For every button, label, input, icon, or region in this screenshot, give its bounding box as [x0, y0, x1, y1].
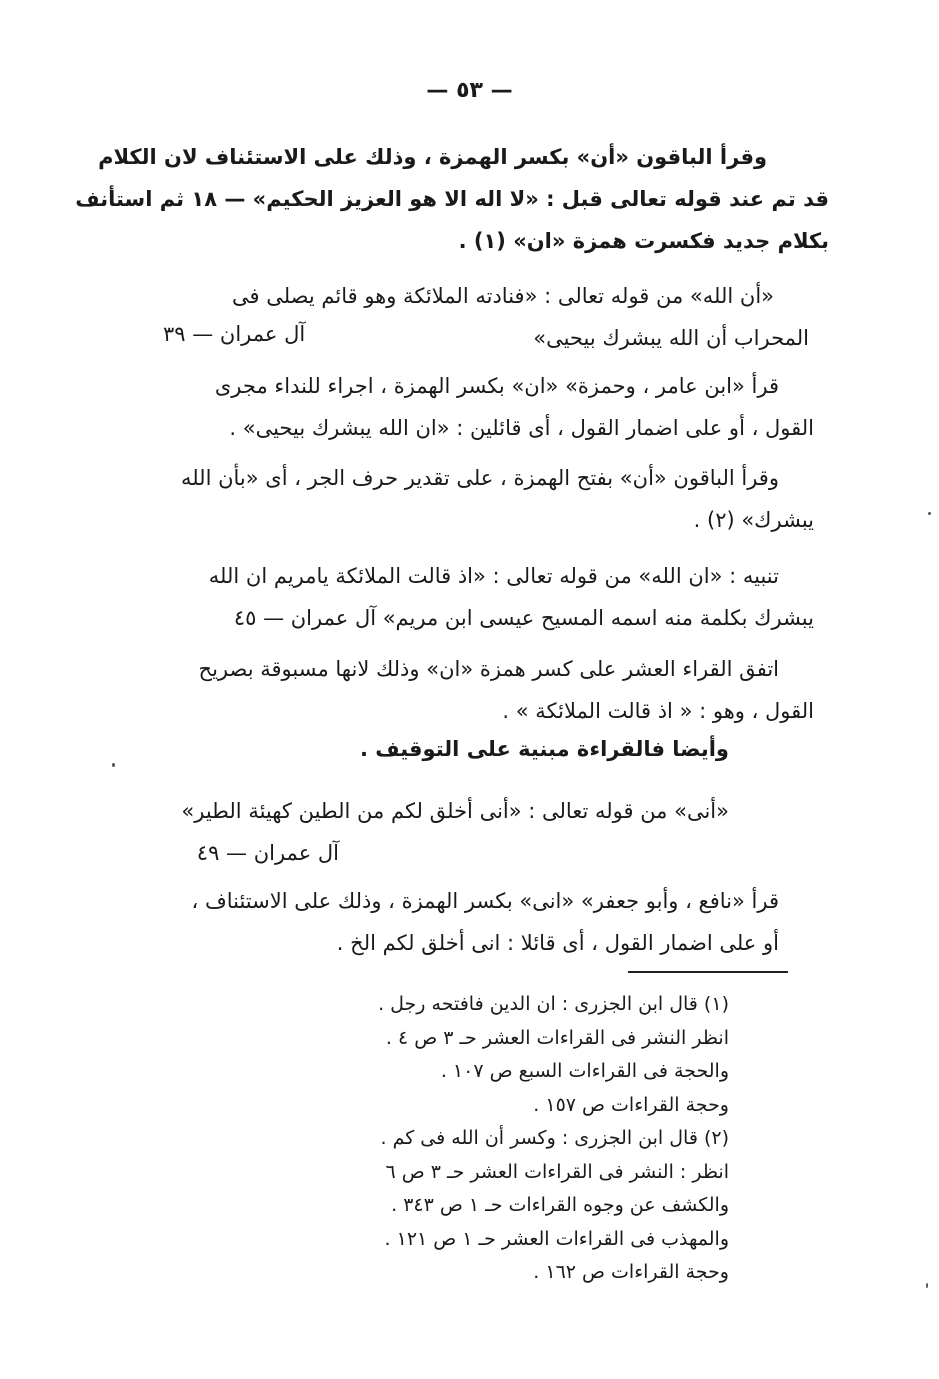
- text-line: القول ، وهو : « اذ قالت الملائكة » .: [502, 699, 814, 723]
- text-line: قرأ «ابن عامر ، وحمزة» «ان» بكسر الهمزة ، اجراء للنداء مجرى: [214, 374, 779, 398]
- footnote-line: والمهذب فى القراءات العشر حـ ١ ص ١٢١ .: [384, 1227, 729, 1250]
- footnote-line: والكشف عن وجوه القراءات حـ ١ ص ٣٤٣ .: [391, 1194, 729, 1216]
- text-line: القول ، أو على اضمار القول ، أى قائلين : «ان الله يبشرك بيحيى» .: [229, 416, 814, 440]
- scan-speck: [112, 763, 115, 767]
- text-line: يبشرك» (٢) .: [693, 508, 814, 532]
- footnote-separator: [628, 971, 788, 973]
- paragraph-9: [109, 880, 779, 964]
- paragraph-5: [109, 555, 814, 639]
- footnote-line: والحجة فى القراءات السبع ص ١٠٧ .: [440, 1060, 729, 1082]
- paragraph-2: [109, 275, 809, 359]
- text-line: تنبيه : «ان الله» من قوله تعالى : «اذ قالت الملائكة يامريم ان الله: [208, 564, 779, 588]
- text-line: يبشرك بكلمة منه اسمه المسيح عيسى ابن مريم» آل عمران — ٤٥: [233, 606, 814, 630]
- text-line: اتفق القراء العشر على كسر همزة «ان» وذلك لانها مسبوقة بصريح: [198, 657, 779, 681]
- paragraph-4: [109, 457, 814, 541]
- scan-speck: [928, 512, 931, 515]
- footnote-line: (١) قال ابن الجزرى : ان الدين فافتحه رجل .: [378, 993, 729, 1015]
- text-line: المحراب أن الله يبشرك بيحيى»: [533, 326, 809, 350]
- text-line: «أنى» من قوله تعالى : «أنى أخلق لكم من الطين كهيئة الطير»: [181, 799, 729, 823]
- footnote-line: وحجة القراءات ص ١٦٢ .: [533, 1261, 729, 1283]
- paragraph-1: [75, 136, 829, 262]
- text-line: قد تم عند قوله تعالى قبل : «لا اله الا هو العزيز الحكيم» — ١٨ ثم استأنف: [75, 187, 829, 211]
- text-line: «أن الله» من قوله تعالى : «فنادته الملائكة وهو قائم يصلى فى: [231, 284, 774, 308]
- verse-reference: آل عمران — ٣٩: [163, 322, 306, 346]
- text-line: وقرأ الباقون «أن» بكسر الهمزة ، وذلك على الاستئناف لان الكلام: [98, 145, 767, 169]
- text-line: وأيضا فالقراءة مبنية على التوقيف .: [359, 737, 729, 761]
- text-line: آل عمران — ٤٩: [196, 841, 339, 865]
- text-line: أو على اضمار القول ، أى قائلا : انى أخلق لكم الخ .: [336, 931, 779, 955]
- paragraph-8: [129, 790, 729, 874]
- footnote-line: انظر : النشر فى القراءات العشر حـ ٣ ص ٦: [385, 1160, 729, 1183]
- footnote-line: انظر النشر فى القراءات العشر حـ ٣ ص ٤ .: [385, 1026, 729, 1049]
- paragraph-7: [229, 728, 729, 770]
- footnote-line: وحجة القراءات ص ١٥٧ .: [533, 1093, 729, 1116]
- text-line: قرأ «نافع ، وأبو جعفر» «انى» بكسر الهمزة ، وذلك على الاستئناف ،: [191, 889, 779, 913]
- text-line: وقرأ الباقون «أن» بفتح الهمزة ، على تقدير حرف الجر ، أى «بأن الله: [180, 466, 779, 490]
- paragraph-6: [109, 648, 814, 732]
- page-number: — ٥٣ —: [426, 78, 513, 103]
- scan-speck: [926, 1283, 928, 1288]
- text-line: بكلام جديد فكسرت همزة «ان» (١) .: [458, 229, 829, 253]
- footnote-line: (٢) قال ابن الجزرى : وكسر أن الله فى كم .: [380, 1127, 729, 1149]
- paragraph-3: [109, 365, 814, 449]
- footnotes: [378, 988, 729, 1290]
